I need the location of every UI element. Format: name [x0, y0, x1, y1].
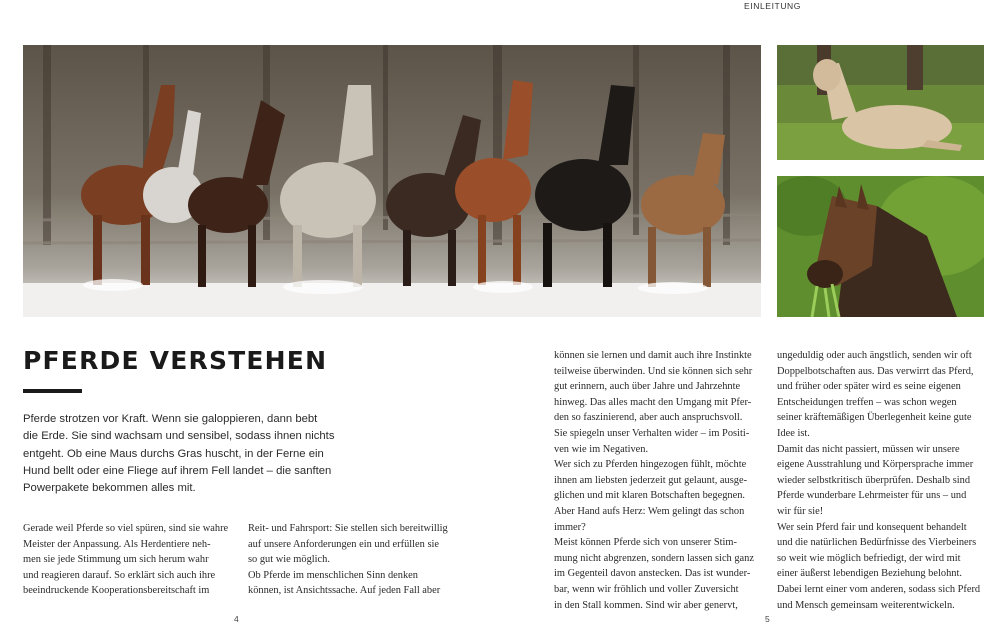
page-number-left: 4 — [234, 614, 239, 624]
body-line: Dabei lernt einer vom anderen, sodass sich Pferd — [777, 583, 981, 595]
horse-head-photo — [777, 176, 984, 317]
body-line: Meist können Pferde sich von unserer Stim- — [554, 537, 737, 549]
body-column-3 — [554, 348, 759, 613]
body-line: ihnen am liebsten jederzeit gut gelaunt, ausge- — [554, 474, 748, 486]
body-line: mung nicht abgrenzen, sondern lassen sich ganz — [554, 552, 754, 564]
body-line: Idee ist. — [777, 427, 810, 439]
lead-paragraph — [23, 411, 335, 497]
lead-line: Powerpakete bekommen alles mit. — [23, 482, 196, 495]
body-line: Entscheidungen treffen – was schon wegen — [777, 396, 957, 408]
title-underline — [23, 389, 82, 393]
body-line: und Mensch gemeinsam weiterentwickeln. — [777, 599, 955, 611]
herd-photo — [23, 45, 761, 317]
body-line: eigene Ausstrahlung und Körpersprache immer — [777, 459, 974, 471]
body-line: Meister der Anpassung. Als Herdentiere neh- — [23, 538, 211, 550]
body-line: Reit- und Fahrsport: Sie stellen sich bereitwillig — [248, 523, 448, 534]
body-line: Sie spiegeln unser Verhalten wider – im Positi- — [554, 427, 750, 439]
body-line: Gerade weil Pferde so viel spüren, sind sie wahre — [23, 523, 229, 534]
running-head: EINLEITUNG — [744, 1, 802, 11]
body-line: können sie lernen und damit auch ihre Instinkte — [554, 350, 752, 361]
body-line: beeindruckende Kooperationsbereitschaft im — [23, 585, 210, 597]
body-line: Damit das nicht passiert, müssen wir unsere — [777, 443, 960, 455]
body-line: können, ist Ansichtssache. Auf jeden Fall aber — [248, 585, 441, 597]
body-line: Pferde wunderbare Lehrmeister für uns – und — [777, 490, 967, 502]
body-column-2 — [248, 521, 460, 599]
body-line: und die natürlichen Bedürfnisse des Vierbeiners — [777, 537, 977, 549]
lead-line: die Erde. Sie sind wachsam und sensibel, sodass ihnen nichts — [23, 430, 335, 443]
foal-photo — [777, 45, 984, 160]
body-line: und früher oder später wird es seine eigenen — [777, 381, 961, 393]
body-line: gut erinnern, auch über Jahre und Jahrzehnte — [554, 381, 741, 393]
body-line: wieder selbstkritisch überprüfen. Deshalb sind — [777, 474, 971, 486]
body-line: hinweg. Das alles macht den Umgang mit Pfer- — [554, 396, 752, 408]
page-title: PFERDE VERSTEHEN — [23, 346, 328, 375]
body-column-4 — [777, 348, 989, 613]
body-line: einer äußerst lebendigen Beziehung belohnt. — [777, 568, 962, 580]
lead-line: Pferde strotzen vor Kraft. Wenn sie galoppieren, dann bebt — [23, 413, 318, 425]
page-number-right: 5 — [765, 614, 770, 624]
body-line: Wer sich zu Pferden hingezogen fühlt, möchte — [554, 459, 747, 471]
body-line: glichen und mit klaren Botschaften begegnen. — [554, 490, 746, 502]
body-line: bar, wenn wir fröhlich und voller Zuversicht — [554, 583, 739, 595]
body-line: in den Stall kommen. Sind wir aber genervt, — [554, 599, 738, 611]
body-line: ven wie im Negativen. — [554, 443, 649, 455]
body-line: Ob Pferde im menschlichen Sinn denken — [248, 569, 418, 581]
body-line: den so faszinierend, aber auch anspruchsvoll. — [554, 412, 743, 424]
lead-line: Hund bellt oder eine Fliege auf ihrem Fell landet – die sanften — [23, 464, 332, 477]
body-line: ungeduldig oder auch ängstlich, senden wir oft — [777, 350, 972, 361]
body-line: Aber Hand aufs Herz: Wem gelingt das schon — [554, 505, 745, 517]
body-line: so weit wie möglich befriedigt, der wird mit — [777, 552, 961, 564]
body-line: Doppelbotschaften aus. Das verwirrt das Pferd, — [777, 365, 974, 377]
body-line: teilweise überwinden. Und sie können sich sehr — [554, 365, 753, 377]
body-line: immer? — [554, 521, 586, 533]
lead-line: entgeht. Ob eine Maus durchs Gras huscht, in der Ferne ein — [23, 447, 324, 460]
body-column-1 — [23, 521, 235, 599]
body-line: im Gegenteil davon anstecken. Das ist wunder- — [554, 568, 751, 580]
body-line: wir für sie! — [777, 505, 824, 517]
body-line: seiner kräftemäßigen Überlegenheit keine gute — [777, 412, 972, 424]
body-line: men sie jede Stimmung um sich herum wahr — [23, 554, 209, 566]
body-line: auf unsere Anforderungen ein und erfüllen sie — [248, 538, 440, 550]
body-line: und reagieren darauf. So erklärt sich auch ihre — [23, 569, 216, 581]
body-line: so gut wie möglich. — [248, 554, 330, 566]
body-line: Wer sein Pferd fair und konsequent behandelt — [777, 521, 967, 533]
